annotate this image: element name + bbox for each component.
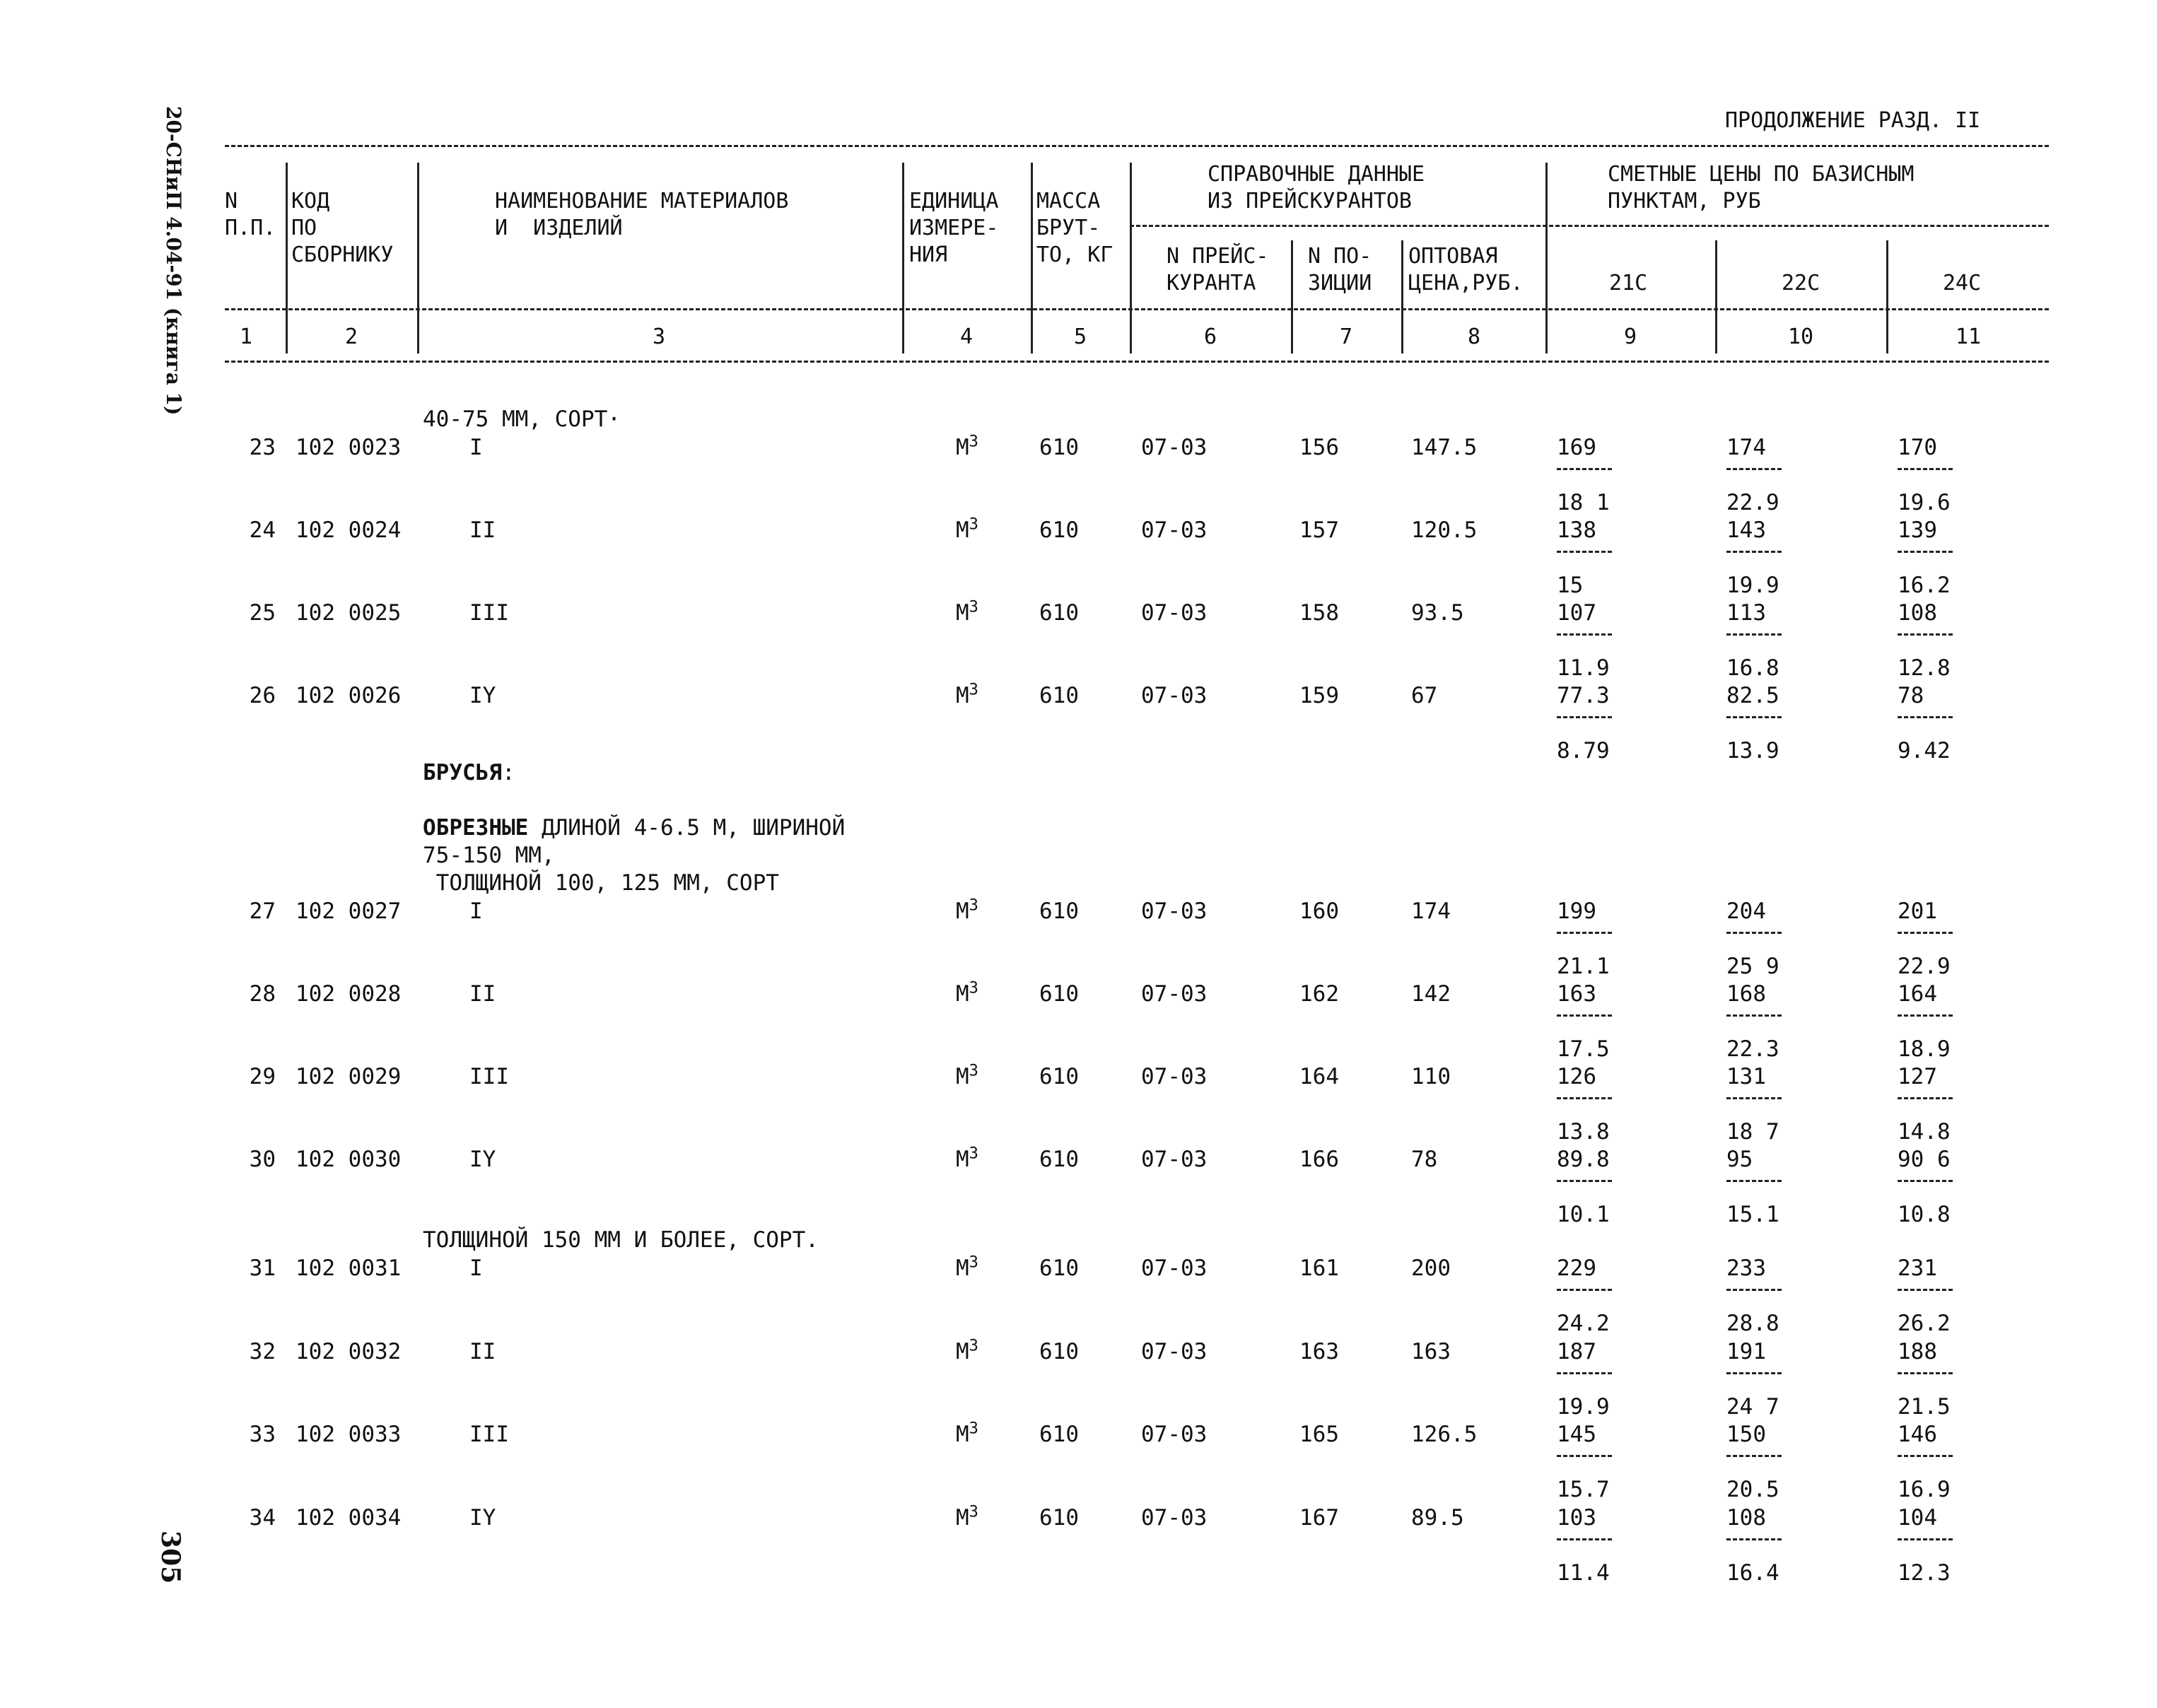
price-21c-denominator: 11.4 [1557,1560,1610,1586]
row-mass: 610 [1039,1339,1079,1364]
fraction-bar [1726,1180,1782,1182]
price-21c-denominator: 11.9 [1557,655,1610,681]
fraction-bar [1898,551,1953,553]
price-21c-denominator: 10.1 [1557,1202,1610,1227]
fraction-bar [1726,1538,1782,1540]
row-code: 102 0031 [296,1256,402,1281]
price-24c-denominator: 10.8 [1898,1202,1951,1227]
section-label: 40-75 ММ, СОРТ· [423,406,621,432]
price-24c-denominator: 26.2 [1898,1311,1951,1336]
row-wholesale-price: 142 [1411,981,1451,1007]
row-price-list: 07-03 [1141,1147,1208,1172]
row-grade: II [469,981,496,1007]
header-sep [1401,240,1403,353]
fraction-bar [1898,716,1953,718]
price-21c-denominator: 19.9 [1557,1394,1610,1420]
side-title: 20-СНиП 4.04-91 (книга 1) [162,106,185,416]
fraction-bar [1557,633,1612,636]
row-wholesale-price: 110 [1411,1064,1451,1089]
row-price-list: 07-03 [1141,600,1208,626]
row-unit: $М^3$ [956,433,978,460]
price-22c-numerator: 131 [1726,1064,1766,1089]
price-24c-numerator: 146 [1898,1422,1937,1447]
row-unit: $М^3$ [956,681,978,708]
row-grade: IY [469,683,496,708]
row-unit: $М^3$ [956,1420,978,1447]
price-21c-numerator: 229 [1557,1256,1596,1281]
row-unit: $М^3$ [956,1062,978,1089]
fraction-bar [1898,1180,1953,1182]
row-price-list: 07-03 [1141,981,1208,1007]
price-22c-denominator: 25 9 [1726,954,1779,979]
fraction-bar [1898,932,1953,934]
price-24c-numerator: 231 [1898,1256,1937,1281]
price-24c-denominator: 16.2 [1898,573,1951,598]
row-position: 165 [1299,1422,1339,1447]
row-number: 29 [249,1064,276,1089]
row-unit: $М^3$ [956,979,978,1007]
row-position: 156 [1299,435,1339,460]
fraction-bar [1898,633,1953,636]
column-number: 5 [1073,324,1087,349]
row-unit: $М^3$ [956,896,978,924]
fraction-bar [1557,1455,1612,1457]
price-22c-numerator: 204 [1726,899,1766,924]
row-grade: IY [469,1147,496,1172]
page-number: 305 [156,1531,185,1584]
row-code: 102 0025 [296,600,402,626]
price-24c-numerator: 108 [1898,600,1937,626]
row-unit: $М^3$ [956,1503,978,1531]
col-price-label: ОПТОВАЯ ЦЕНА,РУБ. [1408,244,1524,296]
price-21c-numerator: 163 [1557,981,1596,1007]
row-code: 102 0032 [296,1339,402,1364]
row-grade: III [469,1422,509,1447]
price-21c-numerator: 107 [1557,600,1596,626]
row-number: 32 [249,1339,276,1364]
row-code: 102 0023 [296,435,402,460]
col-code-label: КОД ПО СБОРНИКУ [291,189,394,267]
fraction-bar [1898,1014,1953,1017]
row-code: 102 0030 [296,1147,402,1172]
row-grade: III [469,1064,509,1089]
row-wholesale-price: 163 [1411,1339,1451,1364]
row-wholesale-price: 120.5 [1411,517,1478,543]
price-22c-numerator: 95 [1726,1147,1753,1172]
price-22c-denominator: 16.4 [1726,1560,1779,1586]
price-24c-numerator: 104 [1898,1505,1937,1531]
page-header: ПРОДОЛЖЕНИЕ РАЗД. II [1725,108,1981,133]
row-position: 162 [1299,981,1339,1007]
row-grade: I [469,899,483,924]
row-wholesale-price: 147.5 [1411,435,1478,460]
header-mid-rule [225,308,2049,310]
row-price-list: 07-03 [1141,1256,1208,1281]
price-21c-denominator: 13.8 [1557,1119,1610,1145]
row-grade: IY [469,1505,496,1531]
price-24c-denominator: 16.9 [1898,1477,1951,1502]
row-mass: 610 [1039,1256,1079,1281]
row-grade: II [469,1339,496,1364]
col-unit-label: ЕДИНИЦА ИЗМЕРЕ- НИЯ [909,189,999,267]
col-22c-label: 22С [1782,271,1820,296]
fraction-bar [1898,1097,1953,1099]
row-grade: II [469,517,496,543]
price-22c-denominator: 28.8 [1726,1311,1779,1336]
row-number: 34 [249,1505,276,1531]
fraction-bar [1726,1455,1782,1457]
column-number: 9 [1623,324,1637,349]
row-price-list: 07-03 [1141,1505,1208,1531]
header-sep [1291,240,1293,353]
row-mass: 610 [1039,1505,1079,1531]
row-position: 167 [1299,1505,1339,1531]
column-number: 10 [1787,324,1814,349]
row-position: 161 [1299,1256,1339,1281]
row-mass: 610 [1039,1422,1079,1447]
row-position: 163 [1299,1339,1339,1364]
row-price-list: 07-03 [1141,683,1208,708]
column-number: 2 [344,324,358,349]
row-position: 158 [1299,600,1339,626]
row-position: 159 [1299,683,1339,708]
row-number: 28 [249,981,276,1007]
price-24c-denominator: 18.9 [1898,1036,1951,1062]
row-position: 157 [1299,517,1339,543]
col-position-label: N ПО- ЗИЦИИ [1308,244,1372,296]
row-wholesale-price: 78 [1411,1147,1438,1172]
fraction-bar [1726,633,1782,636]
row-number: 33 [249,1422,276,1447]
price-21c-numerator: 187 [1557,1339,1596,1364]
row-number: 23 [249,435,276,460]
group-prices-label: СМЕТНЫЕ ЦЕНЫ ПО БАЗИСНЫМ ПУНКТАМ, РУБ [1608,162,1915,214]
price-22c-numerator: 82.5 [1726,683,1779,708]
header-group-rule [1130,225,2049,227]
price-22c-denominator: 16.8 [1726,655,1779,681]
price-21c-denominator: 8.79 [1557,738,1610,764]
row-number: 24 [249,517,276,543]
row-grade: III [469,600,509,626]
row-code: 102 0024 [296,517,402,543]
price-22c-numerator: 191 [1726,1339,1766,1364]
row-code: 102 0033 [296,1422,402,1447]
section-label: 75-150 ММ, [423,843,555,868]
column-number: 1 [239,324,253,349]
price-21c-numerator: 126 [1557,1064,1596,1089]
row-wholesale-price: 126.5 [1411,1422,1478,1447]
price-22c-denominator: 24 7 [1726,1394,1779,1420]
price-21c-numerator: 77.3 [1557,683,1610,708]
col-name-label: НАИМЕНОВАНИЕ МАТЕРИАЛОВ И ИЗДЕЛИЙ [495,189,789,240]
row-wholesale-price: 93.5 [1411,600,1464,626]
group-ref-label: СПРАВОЧНЫЕ ДАННЫЕ ИЗ ПРЕЙСКУРАНТОВ [1208,162,1425,214]
row-price-list: 07-03 [1141,1339,1208,1364]
price-24c-denominator: 21.5 [1898,1394,1951,1420]
col-n-label: N П.П. [225,189,276,240]
fraction-bar [1557,716,1612,718]
row-position: 166 [1299,1147,1339,1172]
row-mass: 610 [1039,517,1079,543]
row-mass: 610 [1039,981,1079,1007]
price-22c-numerator: 150 [1726,1422,1766,1447]
fraction-bar [1898,1455,1953,1457]
price-21c-denominator: 24.2 [1557,1311,1610,1336]
column-number: 3 [652,324,666,349]
price-21c-numerator: 103 [1557,1505,1596,1531]
price-22c-denominator: 22.3 [1726,1036,1779,1062]
price-21c-numerator: 145 [1557,1422,1596,1447]
price-21c-numerator: 199 [1557,899,1596,924]
price-21c-denominator: 15.7 [1557,1477,1610,1502]
price-21c-numerator: 89.8 [1557,1147,1610,1172]
price-22c-numerator: 233 [1726,1256,1766,1281]
price-24c-denominator: 9.42 [1898,738,1951,764]
header-sep [1545,163,1548,353]
row-price-list: 07-03 [1141,899,1208,924]
price-24c-denominator: 12.8 [1898,655,1951,681]
price-24c-numerator: 201 [1898,899,1937,924]
price-21c-numerator: 138 [1557,517,1596,543]
price-22c-denominator: 13.9 [1726,738,1779,764]
price-21c-denominator: 15 [1557,573,1584,598]
price-21c-denominator: 17.5 [1557,1036,1610,1062]
header-sep [417,163,419,353]
row-number: 27 [249,899,276,924]
price-24c-denominator: 22.9 [1898,954,1951,979]
fraction-bar [1557,1289,1612,1291]
row-wholesale-price: 67 [1411,683,1438,708]
price-24c-denominator: 14.8 [1898,1119,1951,1145]
row-mass: 610 [1039,600,1079,626]
price-22c-numerator: 108 [1726,1505,1766,1531]
price-24c-numerator: 164 [1898,981,1937,1007]
price-22c-numerator: 113 [1726,600,1766,626]
price-24c-denominator: 19.6 [1898,490,1951,515]
fraction-bar [1726,1372,1782,1374]
section-label: БРУСЬЯ: [423,760,515,785]
fraction-bar [1557,1372,1612,1374]
row-code: 102 0034 [296,1505,402,1531]
row-code: 102 0027 [296,899,402,924]
row-unit: $М^3$ [956,1145,978,1172]
price-22c-denominator: 20.5 [1726,1477,1779,1502]
price-22c-numerator: 143 [1726,517,1766,543]
header-sep [902,163,904,353]
fraction-bar [1726,716,1782,718]
fraction-bar [1898,1289,1953,1291]
row-mass: 610 [1039,1147,1079,1172]
price-24c-numerator: 90 6 [1898,1147,1951,1172]
row-position: 164 [1299,1064,1339,1089]
price-21c-numerator: 169 [1557,435,1596,460]
fraction-bar [1898,468,1953,470]
column-number: 8 [1467,324,1481,349]
row-code: 102 0028 [296,981,402,1007]
row-grade: I [469,1256,483,1281]
fraction-bar [1557,468,1612,470]
section-label: ТОЛЩИНОЙ 150 ММ И БОЛЕЕ, СОРТ. [423,1227,819,1253]
row-number: 30 [249,1147,276,1172]
row-unit: $М^3$ [956,515,978,543]
fraction-bar [1557,1014,1612,1017]
price-21c-denominator: 21.1 [1557,954,1610,979]
price-24c-numerator: 170 [1898,435,1937,460]
fraction-bar [1557,551,1612,553]
row-number: 26 [249,683,276,708]
fraction-bar [1726,551,1782,553]
row-mass: 610 [1039,899,1079,924]
price-22c-denominator: 19.9 [1726,573,1779,598]
col-21c-label: 21С [1609,271,1648,296]
row-number: 25 [249,600,276,626]
row-price-list: 07-03 [1141,435,1208,460]
row-price-list: 07-03 [1141,1064,1208,1089]
column-number: 7 [1339,324,1353,349]
row-mass: 610 [1039,1064,1079,1089]
fraction-bar [1726,1097,1782,1099]
price-24c-denominator: 12.3 [1898,1560,1951,1586]
row-grade: I [469,435,483,460]
section-label: ТОЛЩИНОЙ 100, 125 ММ, СОРТ [423,870,779,896]
row-position: 160 [1299,899,1339,924]
row-mass: 610 [1039,435,1079,460]
row-wholesale-price: 89.5 [1411,1505,1464,1531]
row-wholesale-price: 200 [1411,1256,1451,1281]
price-22c-denominator: 15.1 [1726,1202,1779,1227]
column-number: 4 [959,324,974,349]
row-unit: $М^3$ [956,598,978,626]
col-mass-label: МАССА БРУТ- ТО, КГ [1036,189,1113,267]
price-22c-numerator: 174 [1726,435,1766,460]
header-sep [1130,163,1132,353]
section-label: ОБРЕЗНЫЕ ДЛИНОЙ 4-6.5 М, ШИРИНОЙ [423,815,846,841]
row-mass: 610 [1039,683,1079,708]
header-bottom-rule [225,361,2049,363]
fraction-bar [1898,1372,1953,1374]
fraction-bar [1557,1180,1612,1182]
column-number: 6 [1203,324,1217,349]
fraction-bar [1557,1097,1612,1099]
column-number: 11 [1955,324,1982,349]
fraction-bar [1557,932,1612,934]
col-24c-label: 24С [1943,271,1982,296]
price-22c-denominator: 18 7 [1726,1119,1779,1145]
header-sep [1031,163,1033,353]
header-sep [1715,240,1717,353]
fraction-bar [1726,1014,1782,1017]
fraction-bar [1557,1538,1612,1540]
row-unit: $М^3$ [956,1337,978,1364]
fraction-bar [1898,1538,1953,1540]
price-21c-denominator: 18 1 [1557,490,1610,515]
price-22c-numerator: 168 [1726,981,1766,1007]
fraction-bar [1726,932,1782,934]
row-wholesale-price: 174 [1411,899,1451,924]
row-number: 31 [249,1256,276,1281]
price-24c-numerator: 188 [1898,1339,1937,1364]
fraction-bar [1726,1289,1782,1291]
row-code: 102 0026 [296,683,402,708]
fraction-bar [1726,468,1782,470]
price-24c-numerator: 139 [1898,517,1937,543]
header-top-rule [225,145,2049,147]
row-code: 102 0029 [296,1064,402,1089]
col-pricelist-label: N ПРЕЙС- КУРАНТА [1167,244,1269,296]
price-22c-denominator: 22.9 [1726,490,1779,515]
row-price-list: 07-03 [1141,1422,1208,1447]
header-sep [1886,240,1888,353]
row-price-list: 07-03 [1141,517,1208,543]
price-24c-numerator: 127 [1898,1064,1937,1089]
header-sep [286,163,288,353]
row-unit: $М^3$ [956,1253,978,1281]
price-24c-numerator: 78 [1898,683,1924,708]
